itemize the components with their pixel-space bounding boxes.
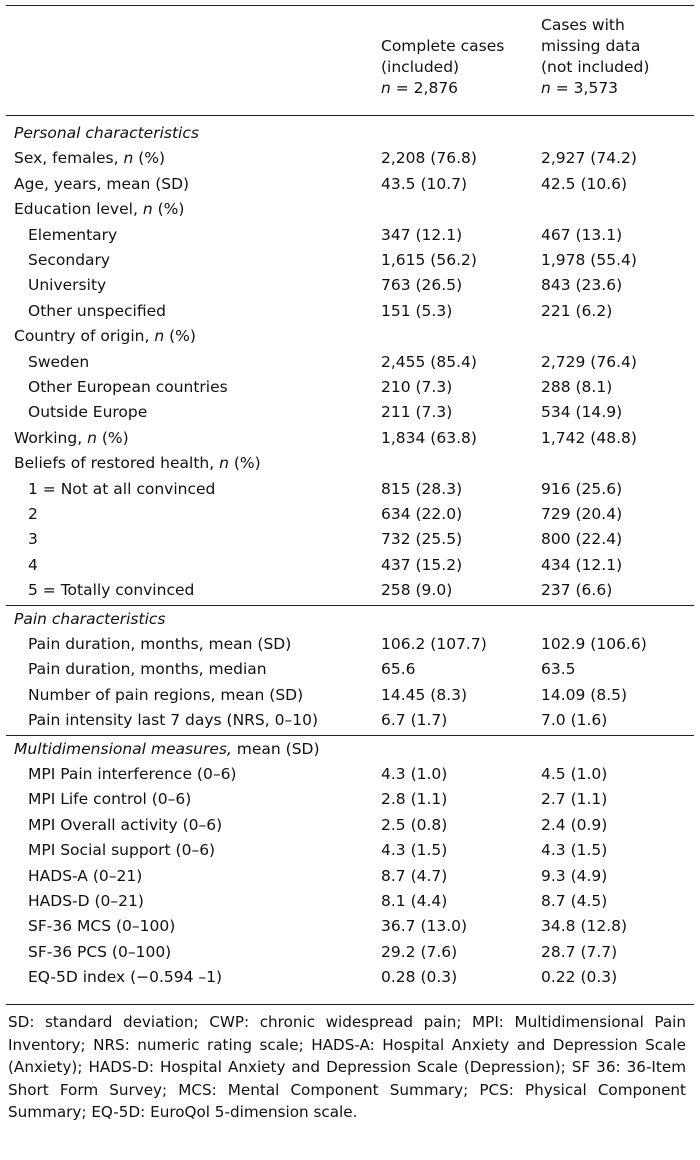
- cell-missing-cases: 534 (14.9): [541, 403, 623, 422]
- cell-missing-cases: 28.7 (7.7): [541, 942, 618, 961]
- row-label: Beliefs of restored health, n (%): [14, 454, 261, 473]
- cell-complete-cases: 1,615 (56.2): [381, 251, 477, 269]
- cell-complete-cases: 1,834 (63.8): [381, 428, 477, 447]
- cell-missing-cases: 843 (23.6): [541, 276, 623, 295]
- section-heading-row: [6, 607, 694, 632]
- table-top-rule: [6, 5, 694, 6]
- cell-complete-cases: 151 (5.3): [381, 301, 453, 320]
- row-label: MPI Pain interference (0–6): [28, 765, 237, 783]
- row-label: Pain duration, months, median: [28, 660, 267, 679]
- cell-complete-cases: 763 (26.5): [381, 276, 463, 295]
- row-label: 2: [28, 505, 38, 523]
- table-row: [6, 762, 694, 787]
- cell-complete-cases: 106.2 (107.7): [381, 635, 487, 653]
- cell-complete-cases: 2,455 (85.4): [381, 352, 477, 371]
- cell-missing-cases: 916 (25.6): [541, 479, 623, 498]
- cell-complete-cases: 210 (7.3): [381, 378, 453, 396]
- cell-complete-cases: 29.2 (7.6): [381, 942, 458, 961]
- cell-missing-cases: 4.3 (1.5): [541, 841, 608, 860]
- row-label: Pain duration, months, mean (SD): [28, 635, 292, 653]
- cell-missing-cases: 729 (20.4): [541, 505, 623, 523]
- cell-complete-cases: 2.5 (0.8): [381, 815, 448, 834]
- cell-missing-cases: 42.5 (10.6): [541, 174, 628, 193]
- cell-complete-cases: 0.28 (0.3): [381, 968, 458, 987]
- section-heading-row: [6, 737, 694, 762]
- cell-missing-cases: 2,927 (74.2): [541, 149, 637, 168]
- table-row: [6, 965, 694, 990]
- col1-n: n = 2,876: [381, 79, 459, 97]
- table-row: [6, 146, 694, 171]
- cell-missing-cases: 221 (6.2): [541, 301, 613, 320]
- cell-complete-cases: 36.7 (13.0): [381, 917, 468, 936]
- table-row: [6, 223, 694, 248]
- cell-missing-cases: 288 (8.1): [541, 378, 613, 396]
- cell-missing-cases: 9.3 (4.9): [541, 866, 608, 885]
- row-label: HADS-A (0–21): [28, 866, 143, 885]
- table-row: [6, 864, 694, 889]
- header-rule: [6, 115, 694, 116]
- row-label: Education level, n (%): [14, 200, 185, 219]
- row-label: Other European countries: [28, 378, 228, 396]
- column-header-missing-cases: [541, 15, 649, 99]
- cell-complete-cases: 65.6: [381, 660, 416, 679]
- table-row: [6, 197, 694, 222]
- col2-n: n = 3,573: [541, 79, 619, 97]
- row-label: MPI Life control (0–6): [28, 790, 192, 809]
- row-label: EQ-5D index (−0.594 –1): [28, 968, 223, 987]
- row-label: Elementary: [28, 225, 118, 244]
- row-label: Other unspecified: [28, 301, 167, 320]
- table-row: [6, 502, 694, 527]
- cell-complete-cases: 437 (15.2): [381, 555, 463, 574]
- row-label: Sex, females, n (%): [14, 149, 166, 168]
- table-row: [6, 400, 694, 425]
- cell-complete-cases: 815 (28.3): [381, 479, 463, 498]
- table-row: [6, 657, 694, 682]
- cell-complete-cases: 8.7 (4.7): [381, 866, 448, 885]
- section-rule: [6, 605, 694, 606]
- row-label: 4: [28, 555, 38, 574]
- cell-complete-cases: 2,208 (76.8): [381, 149, 477, 168]
- row-label: MPI Social support (0–6): [28, 841, 216, 860]
- cell-missing-cases: 102.9 (106.6): [541, 635, 647, 653]
- section-rule: [6, 735, 694, 736]
- cell-complete-cases: 6.7 (1.7): [381, 711, 448, 730]
- row-label: HADS-D (0–21): [28, 892, 144, 910]
- row-label: Pain characteristics: [14, 609, 166, 628]
- table-row: [6, 527, 694, 552]
- row-label: MPI Overall activity (0–6): [28, 815, 223, 834]
- col2-line-2: missing data: [541, 37, 641, 55]
- cell-missing-cases: 1,978 (55.4): [541, 251, 637, 269]
- cell-missing-cases: 800 (22.4): [541, 530, 623, 549]
- cell-complete-cases: 258 (9.0): [381, 581, 453, 600]
- table-row: [6, 683, 694, 708]
- cell-complete-cases: 43.5 (10.7): [381, 174, 468, 193]
- row-label: Country of origin, n (%): [14, 327, 196, 346]
- table-row: [6, 451, 694, 476]
- table-row: [6, 813, 694, 838]
- cell-missing-cases: 7.0 (1.6): [541, 711, 608, 730]
- row-label: SF-36 MCS (0–100): [28, 917, 176, 936]
- cell-complete-cases: 4.3 (1.0): [381, 765, 448, 783]
- section-heading-row: [6, 121, 694, 146]
- table-row: [6, 632, 694, 657]
- table-row: [6, 787, 694, 812]
- table-row: [6, 273, 694, 298]
- table-row: [6, 426, 694, 451]
- row-label: Outside Europe: [28, 403, 148, 422]
- column-header-complete-cases: [381, 36, 504, 99]
- row-label: 3: [28, 530, 38, 549]
- table-row: [6, 375, 694, 400]
- cell-missing-cases: 467 (13.1): [541, 225, 623, 244]
- row-label: 1 = Not at all convinced: [28, 479, 216, 498]
- cell-complete-cases: 211 (7.3): [381, 403, 453, 422]
- cell-missing-cases: 237 (6.6): [541, 581, 613, 600]
- cell-missing-cases: 1,742 (48.8): [541, 428, 637, 447]
- cell-missing-cases: 8.7 (4.5): [541, 892, 608, 910]
- row-label: University: [28, 276, 107, 295]
- cell-complete-cases: 347 (12.1): [381, 225, 463, 244]
- cell-missing-cases: 434 (12.1): [541, 555, 623, 574]
- cell-complete-cases: 4.3 (1.5): [381, 841, 448, 860]
- row-label: 5 = Totally convinced: [28, 581, 195, 600]
- cell-complete-cases: 14.45 (8.3): [381, 685, 468, 704]
- row-label: Pain intensity last 7 days (NRS, 0–10): [28, 711, 319, 730]
- cell-missing-cases: 2,729 (76.4): [541, 352, 637, 371]
- row-label: Sweden: [28, 352, 90, 371]
- cell-missing-cases: 2.4 (0.9): [541, 815, 608, 834]
- row-label: Secondary: [28, 251, 111, 269]
- table-row: [6, 324, 694, 349]
- col2-line-1: Cases with: [541, 16, 625, 34]
- table-row: [6, 350, 694, 375]
- table-row: [6, 248, 694, 273]
- cell-missing-cases: 34.8 (12.8): [541, 917, 628, 936]
- table-row: [6, 889, 694, 914]
- table-row: [6, 914, 694, 939]
- row-label: Number of pain regions, mean (SD): [28, 685, 304, 704]
- cell-missing-cases: 63.5: [541, 660, 576, 679]
- table-row: [6, 172, 694, 197]
- col1-line-2: (included): [381, 58, 460, 76]
- row-label: Working, n (%): [14, 428, 129, 447]
- cell-missing-cases: 0.22 (0.3): [541, 968, 618, 987]
- cell-complete-cases: 8.1 (4.4): [381, 892, 448, 910]
- row-label: SF-36 PCS (0–100): [28, 942, 172, 961]
- cell-missing-cases: 14.09 (8.5): [541, 685, 628, 704]
- row-label: Personal characteristics: [14, 124, 199, 142]
- cell-complete-cases: 732 (25.5): [381, 530, 463, 549]
- cell-missing-cases: 2.7 (1.1): [541, 790, 608, 809]
- table-row: [6, 708, 694, 733]
- table-row: [6, 299, 694, 324]
- cell-complete-cases: 634 (22.0): [381, 505, 463, 523]
- table-row: [6, 940, 694, 965]
- row-label: Age, years, mean (SD): [14, 174, 190, 193]
- table-row: [6, 578, 694, 603]
- col2-line-3: (not included): [541, 58, 650, 76]
- table-row: [6, 553, 694, 578]
- table-footnote: SD: standard deviation; CWP: chronic widespread pain; MPI: Multidimensional Pain Inventory; NRS: numeric rating scale; HADS-A: Hospital Anxiety and Depression Scale (Anxiety); HADS-D: Hospital Anxiety and Depression Scale (Depression); SF 36: 36-Item Short Form Survey; MCS: Mental Component Summary; PCS: Physical Component Summary; EQ-5D: EuroQol 5-dimension scale.: [8, 1013, 686, 1121]
- table-row: [6, 838, 694, 863]
- cell-missing-cases: 4.5 (1.0): [541, 765, 608, 783]
- table-bottom-rule: [6, 1004, 694, 1005]
- row-label: Multidimensional measures, mean (SD): [14, 739, 320, 758]
- table-row: [6, 477, 694, 502]
- cell-complete-cases: 2.8 (1.1): [381, 790, 448, 809]
- col1-line-1: Complete cases: [381, 37, 505, 55]
